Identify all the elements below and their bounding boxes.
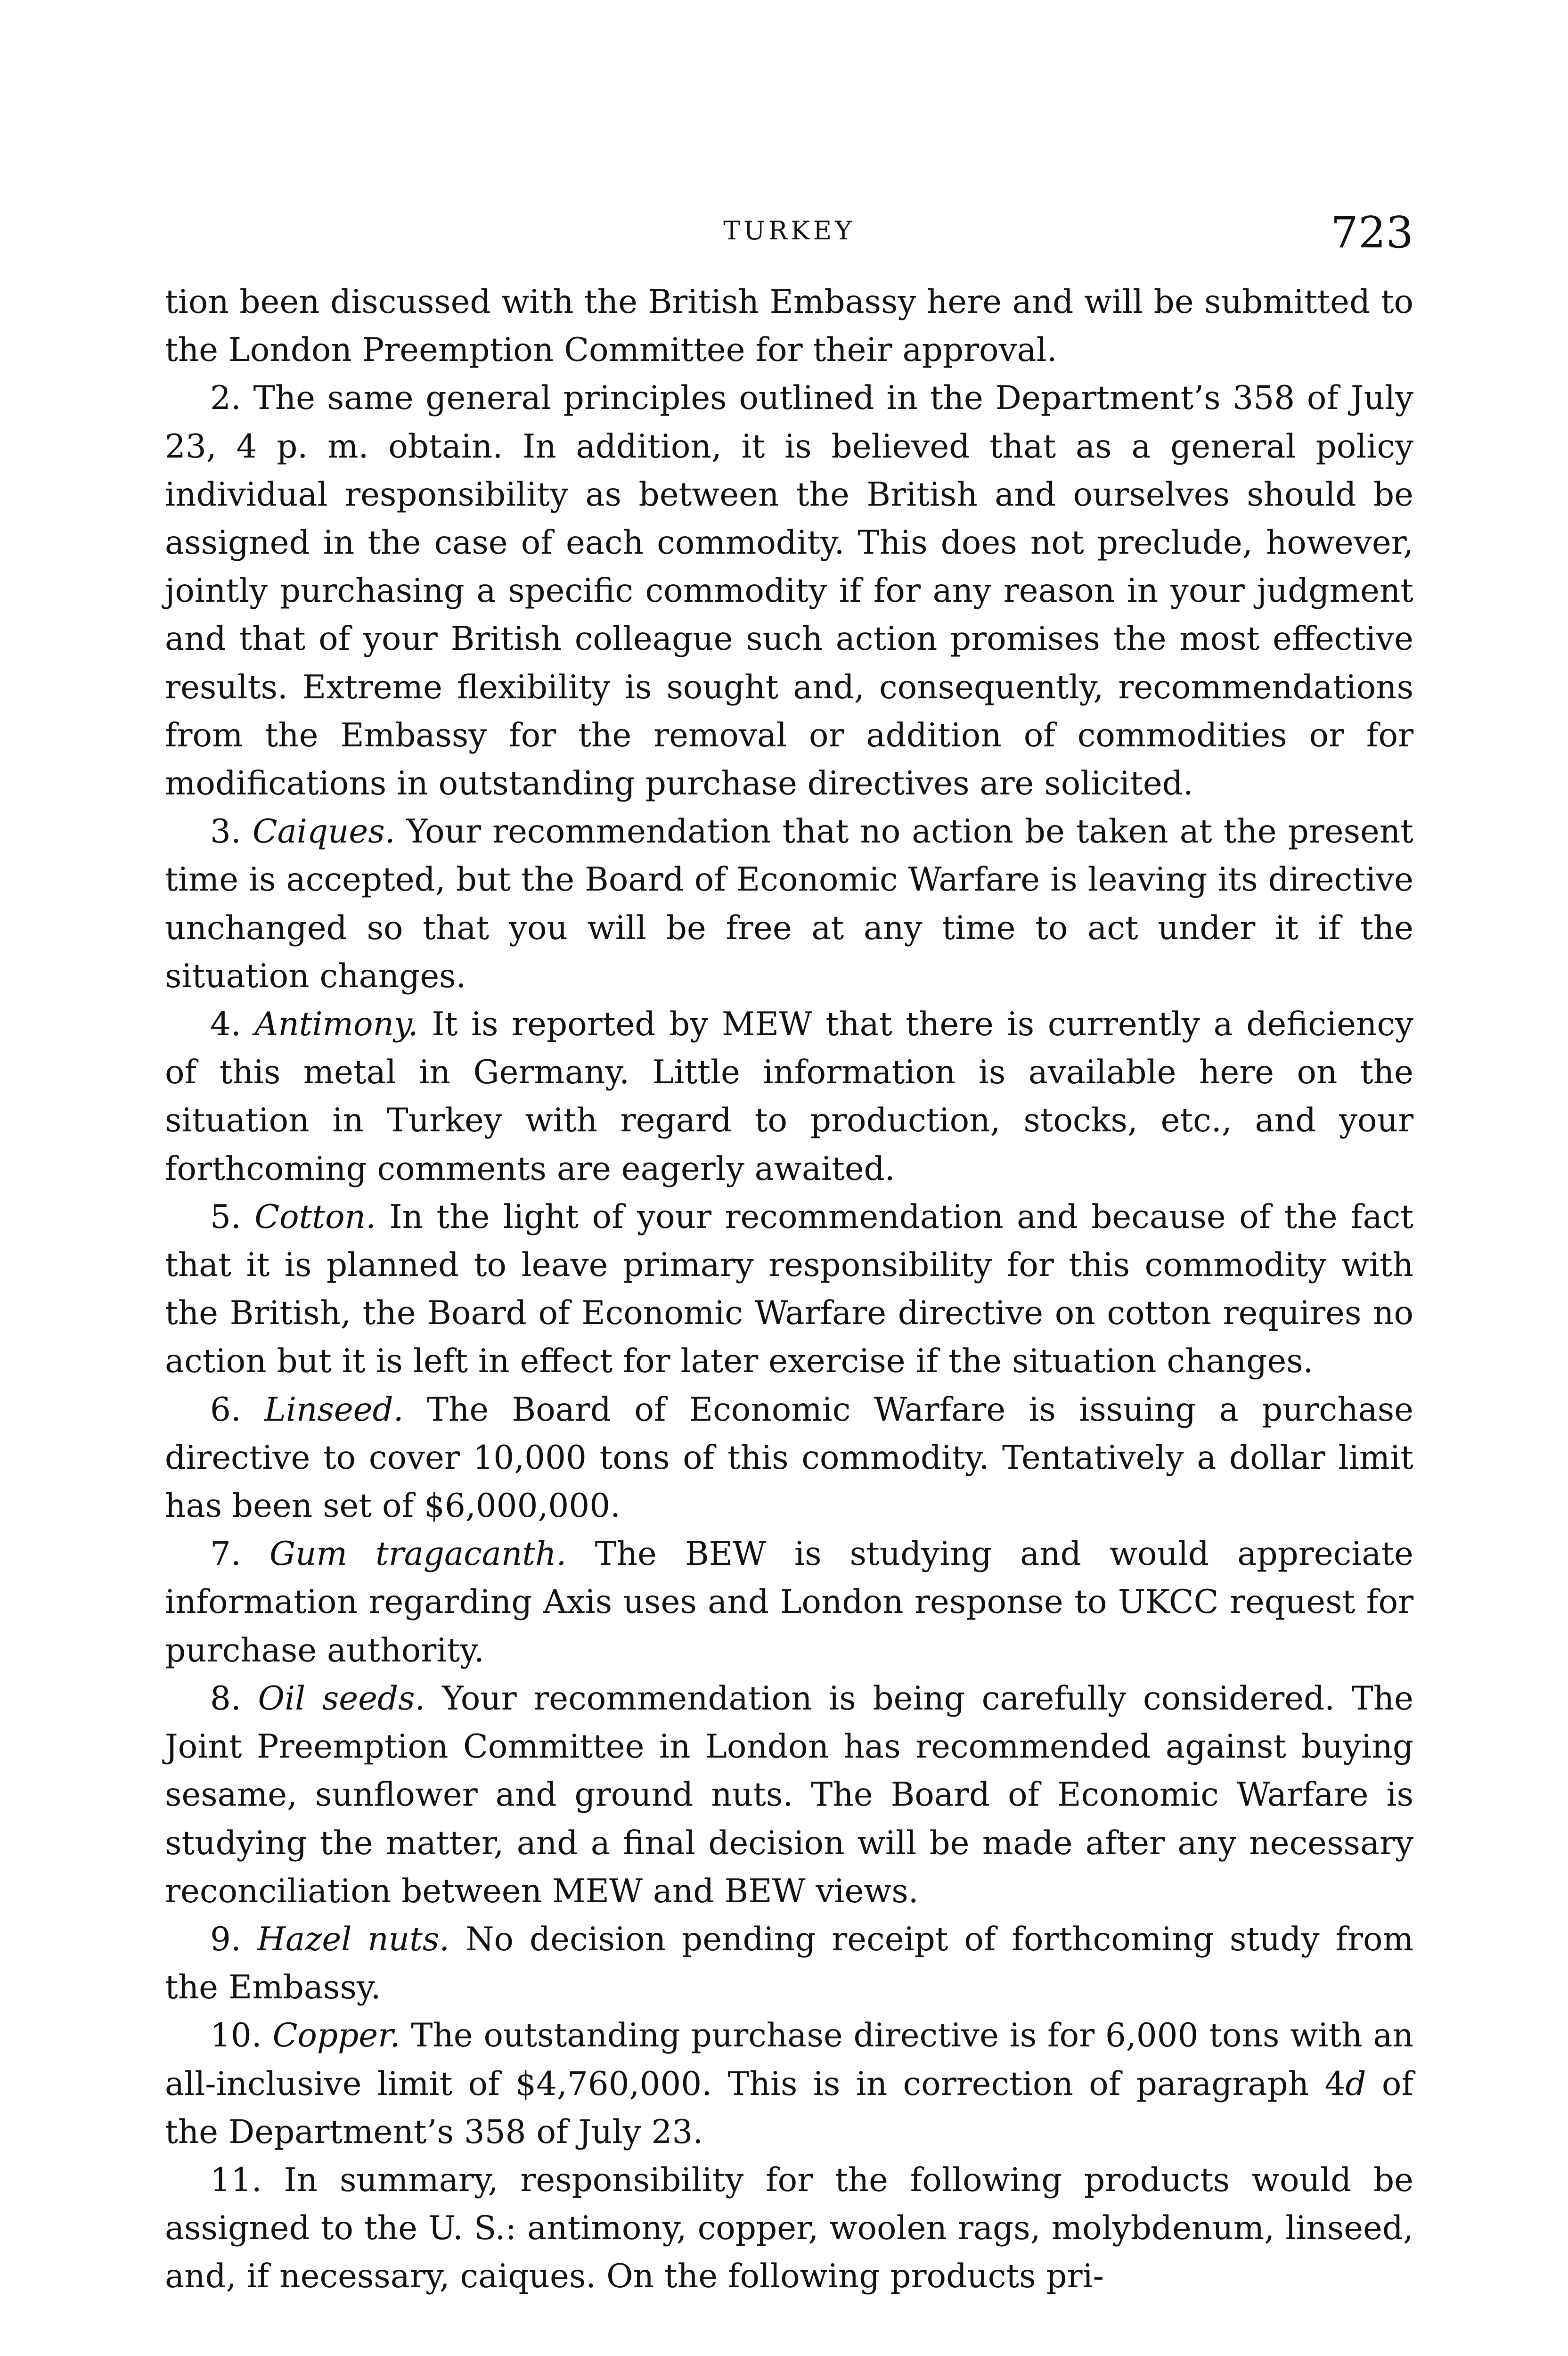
paragraph-7-gum-tragacanth <box>165 1530 1413 1675</box>
paragraph-text: No decision pending receipt of forthcoming study from the Embassy. <box>165 1920 1413 2007</box>
paragraph-text: The Board of Economic Warfare is issuing a purchase directive to cover 10,000 tons of this commodity. Tentatively a dollar limit has been set of $6,000,000. <box>165 1391 1414 1525</box>
paragraph-3-caiques <box>165 808 1413 1000</box>
paragraph-number: 9. <box>210 1920 241 1958</box>
paragraph-text: Your recommendation is being carefully considered. The Joint Preemption Committee in London has recommended against buying sesame, sunflower and ground nuts. The Board of Economic Warfare is studying the matter, and a final decision will be made after any necessary reconciliation between MEW and BEW views. <box>165 1679 1413 1910</box>
paragraph-label: Oil seeds. <box>258 1679 425 1718</box>
paragraph-label: Hazel nuts. <box>257 1920 450 1958</box>
paragraph-label: Gum tragacanth. <box>269 1535 567 1573</box>
running-head <box>165 207 1413 259</box>
paragraph-text: Your recommendation that no action be taken at the present time is accepted, but the Board of Economic Warfare is leaving its directive unchanged so that you will be free at any time to act under it if the situation changes. <box>165 813 1413 995</box>
paragraph-text: The outstanding purchase directive is for 6,000 tons with an all-inclusive limit of $4,760,000. This is in correction of paragraph 4 <box>165 2017 1413 2103</box>
body-text <box>165 278 1413 2301</box>
paragraph-text-end: of the Department’s 358 of July 23. <box>165 2065 1414 2151</box>
paragraph-11-summary <box>165 2156 1413 2301</box>
paragraph-label: Copper. <box>272 2017 400 2055</box>
paragraph-number: 7. <box>210 1535 241 1573</box>
paragraph-subreference: d <box>1345 2065 1366 2103</box>
paragraph-6-linseed <box>165 1386 1413 1530</box>
paragraph-text: In summary, responsibility for the following products would be assigned to the U. S.: antimony, copper, woolen rags, molybdenum, linseed, and, if necessary, caiques. On the following products pri- <box>165 2161 1413 2296</box>
paragraph-number: 3. <box>210 813 241 851</box>
paragraph-number: 4. <box>210 1006 241 1044</box>
paragraph-text: tion been discussed with the British Embassy here and will be submitted to the London Preemption Committee for their approval. <box>165 283 1413 369</box>
paragraph-9-hazel-nuts <box>165 1915 1413 2012</box>
paragraph-number: 10. <box>210 2017 262 2055</box>
paragraph-number: 2. <box>210 379 241 417</box>
page-number: 723 <box>1331 207 1413 258</box>
paragraph-text: The same general principles outlined in the Department’s 358 of July 23, 4 p. m. obtain. In addition, it is believed that as a general policy individual responsibility as between the British and ourselves should be assigned in the case of each commodity. This does not preclude, however, jointly purchasing a specific commodity if for any reason in your judgment and that of your British colleague such action promises the most effective results. Extreme flexibility is sought and, consequently, recommendations from the Embassy for the removal or addition of commodities or for modifications in outstanding purchase directives are solicited. <box>165 379 1413 803</box>
paragraph-5-cotton <box>165 1193 1413 1386</box>
paragraph-text: It is reported by MEW that there is currently a deficiency of this metal in Germany. Little information is available here on the situation in Turkey with regard to production, stocks, etc., and your forthcoming comments are eagerly awaited. <box>165 1006 1414 1188</box>
paragraph-10-copper <box>165 2012 1413 2156</box>
paragraph-label: Caiques. <box>252 813 395 851</box>
paragraph-number: 5. <box>210 1198 241 1236</box>
paragraph-continuation <box>165 278 1413 374</box>
paragraph-label: Cotton. <box>254 1198 376 1236</box>
paragraph-number: 11. <box>210 2161 262 2199</box>
paragraph-label: Antimony. <box>254 1006 418 1044</box>
paragraph-2 <box>165 374 1413 808</box>
paragraph-number: 8. <box>210 1679 241 1718</box>
paragraph-4-antimony <box>165 1000 1413 1193</box>
paragraph-8-oil-seeds <box>165 1675 1413 1915</box>
paragraph-text: The BEW is studying and would appreciate information regarding Axis uses and London response to UKCC request for purchase authority. <box>165 1535 1414 1669</box>
paragraph-number: 6. <box>210 1391 241 1429</box>
running-title: TURKEY <box>723 216 855 245</box>
paragraph-text: In the light of your recommendation and because of the fact that it is planned to leave primary responsibility for this commodity with the British, the Board of Economic Warfare directive on cotton requires no action but it is left in effect for later exercise if the situation changes. <box>165 1198 1413 1381</box>
paragraph-label: Linseed. <box>264 1391 404 1429</box>
